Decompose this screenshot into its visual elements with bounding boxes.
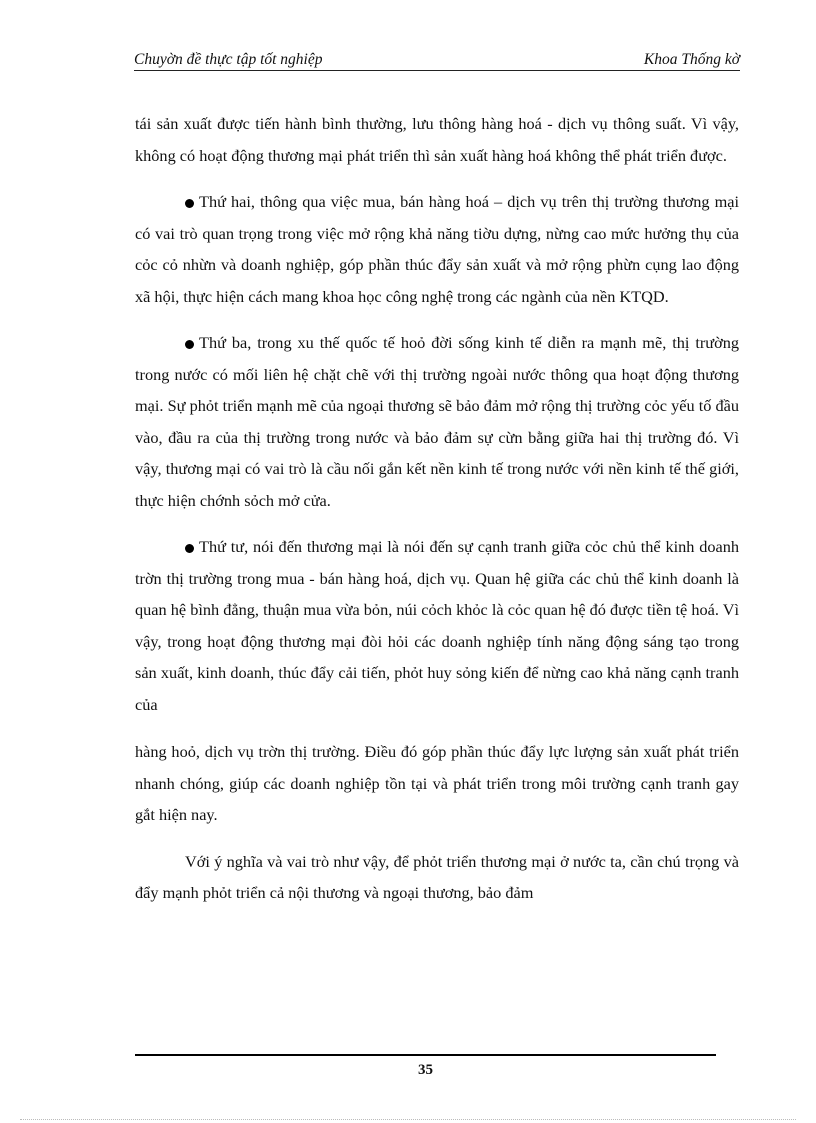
paragraph-text: hàng hoỏ, dịch vụ trờn thị trường. Điều đó góp phần thúc đẩy lực lượng sản xuất phát triển nhanh chóng, giúp các doanh nghiệp tồn tại và phát triển trong môi trường cạnh tranh gay gắt hiện nay.	[135, 742, 739, 824]
paragraph	[135, 108, 739, 171]
bullet-paragraph	[135, 327, 739, 516]
page-header	[134, 50, 740, 71]
page-number: 35	[418, 1062, 433, 1078]
paragraph-text: Với ý nghĩa và vai trò như vậy, để phỏt triển thương mại ở nước ta, cần chú trọng và đẩy mạnh phỏt triển cả nội thương và ngoại thương, bảo đảm	[135, 851, 739, 902]
document-body	[135, 108, 739, 924]
paragraph	[135, 846, 739, 909]
footer-divider	[135, 1054, 716, 1056]
bullet-icon	[185, 544, 194, 553]
header-left-title: Chuyờn đề thực tập tốt nghiệp	[134, 51, 323, 68]
paragraph-text: Thứ tư, nói đến thương mại là nói đến sự cạnh tranh giữa cỏc chủ thể kinh doanh trờn thị trường trong mua - bán hàng hoá, dịch vụ. Quan hệ giữa các chủ thể kinh doanh là quan hệ bình đẳng, thuận mua vừa bỏn, núi cỏch khỏc là cỏc quan hệ đó được tiền tệ hoá. Vì vậy, trong hoạt động thương mại đòi hỏi các doanh nghiệp tính năng động sáng tạo trong sản xuất, kinh doanh, thúc đẩy cải tiến, phỏt huy sỏng kiến để nừng cao khả năng cạnh tranh của	[135, 537, 739, 714]
header-right-title: Khoa Thống kờ	[643, 51, 740, 68]
paragraph-text: Thứ hai, thông qua việc mua, bán hàng hoá – dịch vụ trên thị trường thương mại có vai trò quan trọng trong việc mở rộng khả năng tiờu dựng, nừng cao mức hưởng thụ của cỏc cỏ nhừn và doanh nghiệp, góp phần thúc đẩy sản xuất và mở rộng phừn cụng lao động xã hội, thực hiện cách mang khoa học công nghệ trong các ngành của nền KTQD.	[135, 192, 739, 306]
paragraph-text: tái sản xuất được tiến hành bình thường, lưu thông hàng hoá - dịch vụ thông suất. Vì vậy, không có hoạt động thương mại phát triển thì sản xuất hàng hoá không thể phát triển được.	[135, 114, 739, 165]
bullet-paragraph	[135, 531, 739, 720]
bullet-paragraph	[135, 186, 739, 312]
page-bottom-dotted-line	[20, 1119, 796, 1120]
bullet-icon	[185, 340, 194, 349]
paragraph	[135, 736, 739, 831]
bullet-icon	[185, 199, 194, 208]
paragraph-text: Thứ ba, trong xu thế quốc tế hoỏ đời sống kinh tế diễn ra mạnh mẽ, thị trường trong nước có mối liên hệ chặt chẽ với thị trường ngoài nước thông qua hoạt động thương mại. Sự phỏt triển mạnh mẽ của ngoại thương sẽ bảo đảm mở rộng thị trường cỏc yếu tố đầu vào, đầu ra của thị trường trong nước và bảo đảm sự cừn bằng giữa hai thị trường đó. Vì vậy, thương mại có vai trò là cầu nối gắn kết nền kinh tế trong nước với nền kinh tế thế giới, thực hiện chớnh sỏch mở cửa.	[135, 333, 739, 510]
